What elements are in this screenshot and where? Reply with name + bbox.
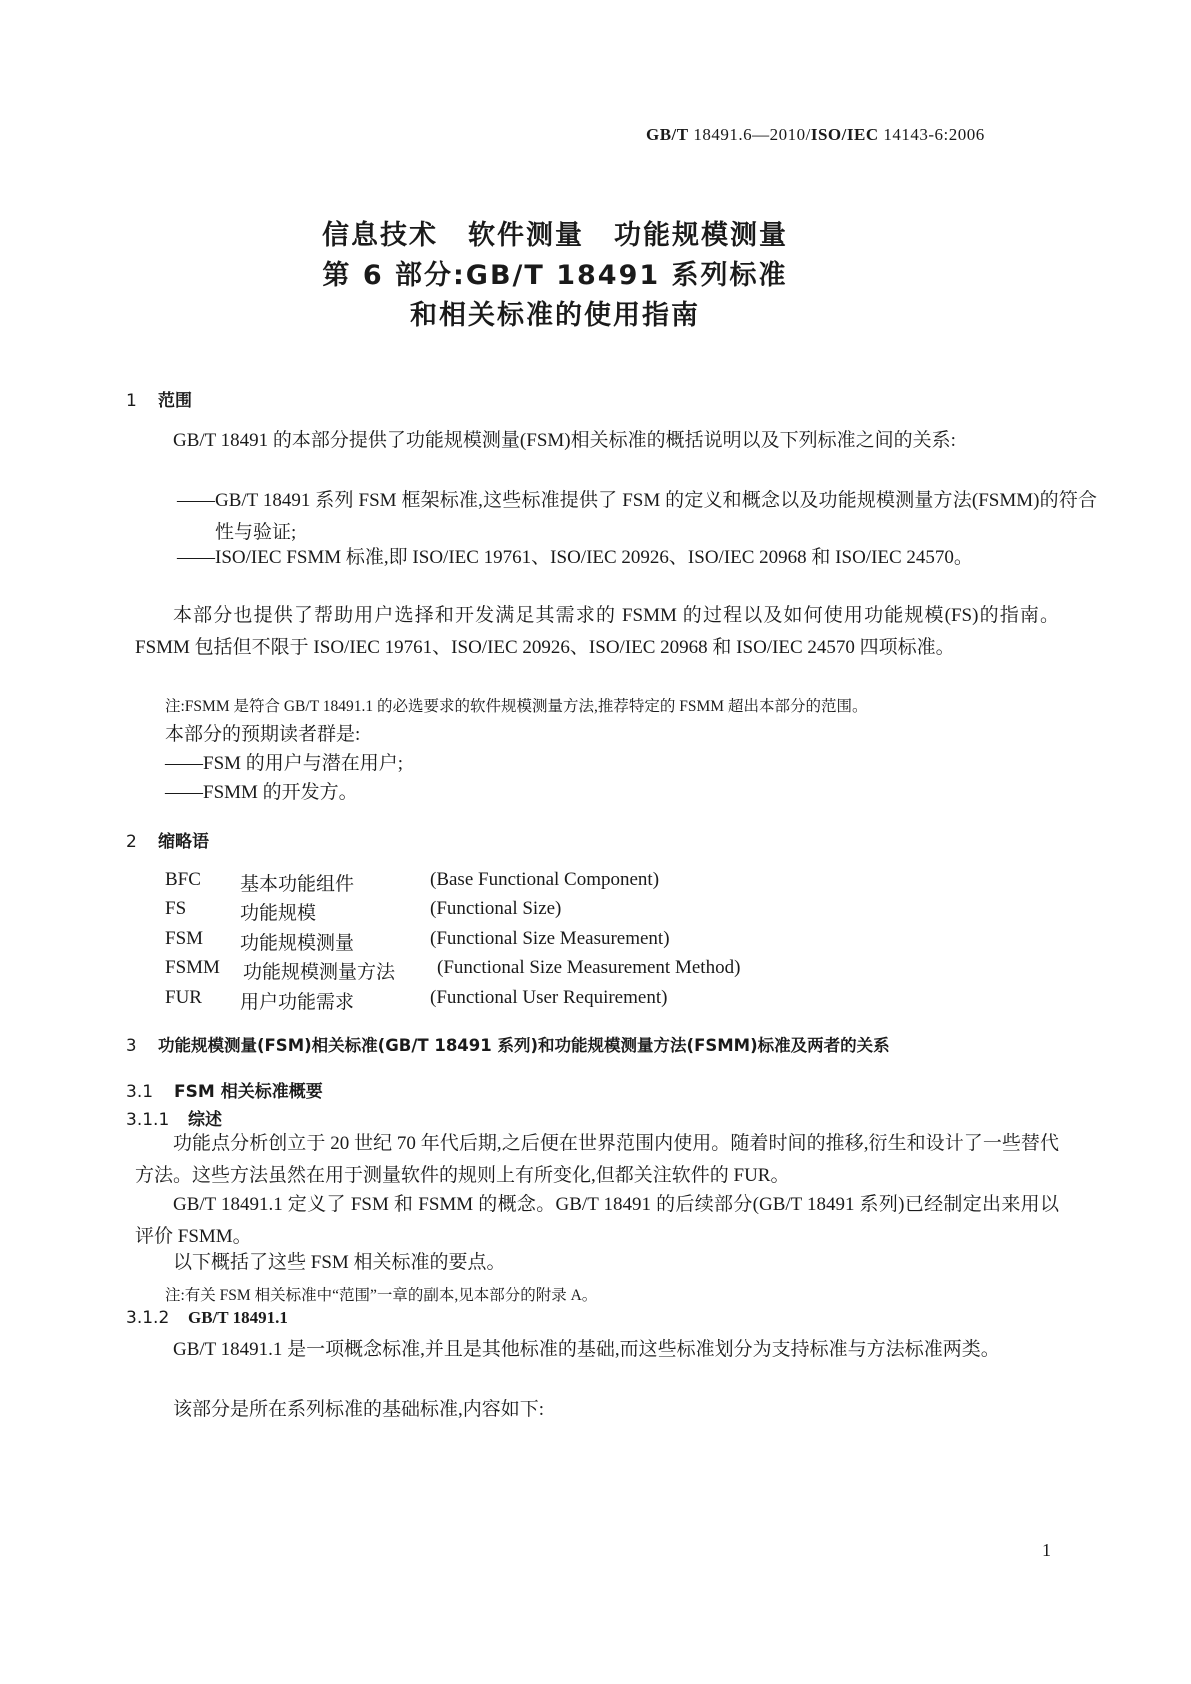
abbr-chinese: 用户功能需求 [240, 992, 355, 1013]
section-3-1-title: FSM 相关标准概要 [174, 1082, 323, 1102]
abbr-chinese: 功能规模 [240, 903, 317, 924]
abbr-chinese: 功能规模测量方法 [243, 962, 396, 983]
section-2-title: 缩略语 [158, 832, 209, 852]
section-3-1-1-title: 综述 [188, 1110, 222, 1130]
s1-paragraph-1: GB/T 18491 的本部分提供了功能规模测量(FSM)相关标准的概括说明以及下列标准之间的关系: [173, 430, 956, 451]
title-part-c: 功能规模测量 [614, 220, 788, 251]
section-3-heading [126, 1032, 890, 1056]
section-3-1-1-number: 3.1.1 [126, 1110, 170, 1130]
page-number: 1 [1042, 1540, 1051, 1560]
abbr-english: (Functional User Requirement) [430, 987, 668, 1008]
abbr-english: (Base Functional Component) [430, 869, 660, 890]
header-code-prefix: GB/T [646, 125, 689, 144]
section-1-heading [126, 386, 192, 411]
s3-paragraph-3: 以下概括了这些 FSM 相关标准的要点。 [173, 1252, 506, 1273]
title-part-b: 软件测量 [468, 220, 584, 251]
s1-list-item-1: ——GB/T 18491 系列 FSM 框架标准,这些标准提供了 FSM 的定义和概念以及功能规模测量方法(FSMM)的符合性与验证; [177, 490, 1097, 543]
abbr-chinese: 基本功能组件 [240, 874, 355, 895]
abbr-english: (Functional Size Measurement) [430, 928, 670, 949]
s1-note: 注:FSMM 是符合 GB/T 18491.1 的必选要求的软件规模测量方法,推荐特定的 FSMM 超出本部分的范围。 [165, 698, 868, 715]
abbr-english: (Functional Size) [430, 898, 562, 919]
s3-paragraph-2: GB/T 18491.1 定义了 FSM 和 FSMM 的概念。GB/T 18491 的后续部分(GB/T 18491 系列)已经制定出来用以评价 FSMM。 [135, 1194, 1059, 1247]
section-1-number: 1 [126, 391, 137, 411]
section-3-number: 3 [126, 1036, 137, 1055]
section-2-heading [126, 827, 209, 852]
section-1-title: 范围 [158, 391, 192, 411]
title-line-3: 和相关标准的使用指南 [410, 300, 700, 331]
abbr-code: FUR [165, 987, 202, 1008]
abbr-code: BFC [165, 869, 201, 890]
section-3-1-2-title: GB/T 18491.1 [188, 1308, 288, 1327]
abbr-code: FS [165, 898, 187, 919]
section-3-title: 功能规模测量(FSM)相关标准(GB/T 18491 系列)和功能规模测量方法(FSMM)标准及两者的关系 [158, 1036, 890, 1055]
s1-paragraph-3: 本部分的预期读者群是: [165, 724, 361, 745]
s3-note: 注:有关 FSM 相关标准中“范围”一章的副本,见本部分的附录 A。 [165, 1287, 598, 1304]
title-line-1 [0, 213, 1110, 252]
abbr-code: FSM [165, 928, 204, 949]
abbr-chinese: 功能规模测量 [240, 933, 355, 954]
header-iso-prefix: ISO/IEC [810, 125, 879, 144]
s1-list-item-2: ——ISO/IEC FSMM 标准,即 ISO/IEC 19761、ISO/IEC 20926、ISO/IEC 20968 和 ISO/IEC 24570。 [177, 547, 973, 568]
section-3-1-1-heading [126, 1105, 222, 1130]
header-code-number: 18491.6—2010/ [688, 125, 811, 144]
s3-paragraph-4: GB/T 18491.1 是一项概念标准,并且是其他标准的基础,而这些标准划分为支持标准与方法标准两类。 [173, 1339, 1000, 1360]
header-iso-number: 14143-6:2006 [878, 125, 985, 144]
section-2-number: 2 [126, 832, 137, 852]
abbr-code: FSMM [165, 957, 220, 978]
s3-paragraph-1: 功能点分析创立于 20 世纪 70 年代后期,之后便在世界范围内使用。随着时间的推移,衍生和设计了一些替代方法。这些方法虽然在用于测量软件的规则上有所变化,但都关注软件的 FUR。 [135, 1133, 1059, 1186]
title-part-a: 信息技术 [322, 220, 438, 251]
s3-paragraph-5: 该部分是所在系列标准的基础标准,内容如下: [173, 1399, 545, 1420]
abbr-english: (Functional Size Measurement Method) [437, 957, 741, 978]
s1-reader-1: ——FSM 的用户与潜在用户; [165, 753, 404, 774]
section-3-1-2-number: 3.1.2 [126, 1308, 170, 1328]
section-3-1-2-heading [126, 1308, 288, 1328]
s1-reader-2: ——FSMM 的开发方。 [165, 782, 358, 803]
title-line-2: 第 6 部分:GB/T 18491 系列标准 [322, 260, 788, 291]
s1-paragraph-2: 本部分也提供了帮助用户选择和开发满足其需求的 FSMM 的过程以及如何使用功能规模(FS)的指南。FSMM 包括但不限于 ISO/IEC 19761、ISO/IEC 20926、ISO/IEC 20968 和 ISO/IEC 24570 四项标准。 [135, 605, 1059, 658]
section-3-1-heading [126, 1077, 323, 1102]
section-3-1-number: 3.1 [126, 1082, 154, 1102]
standard-code-header [646, 125, 985, 145]
